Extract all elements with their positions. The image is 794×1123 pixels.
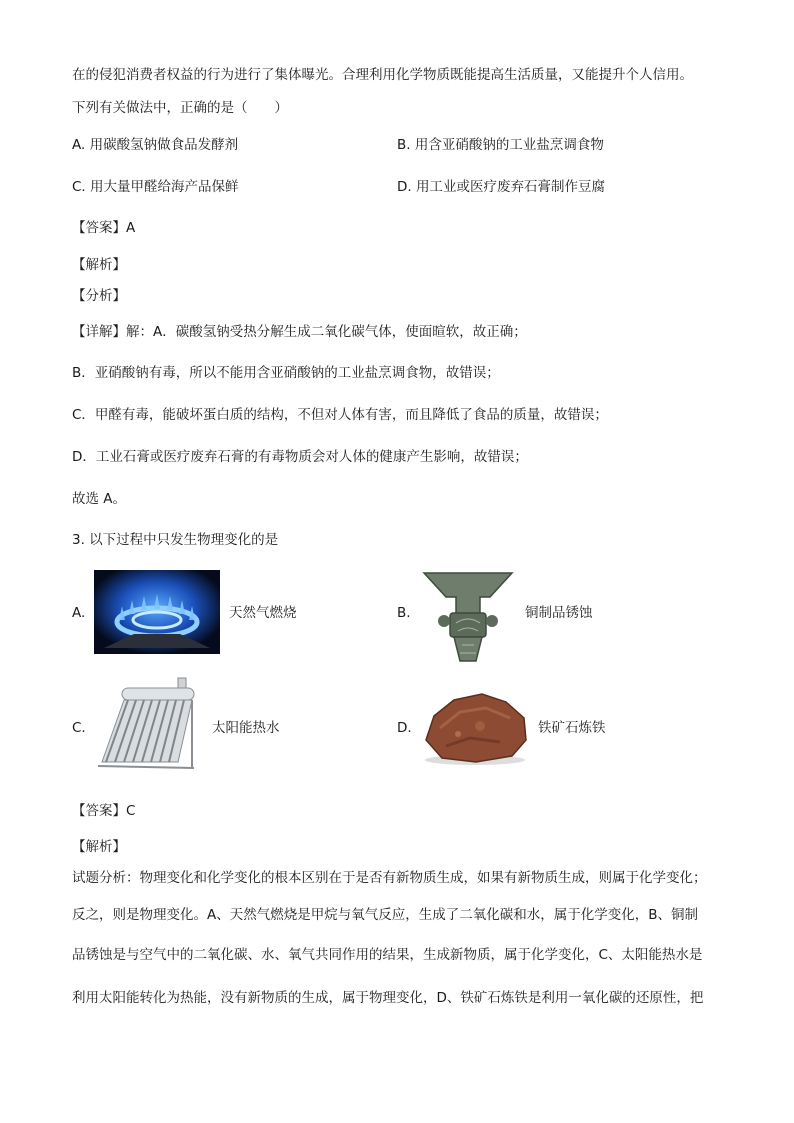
q3-analysis-line-2: 反之，则是物理变化。A、天然气燃烧是甲烷与氧气反应，生成了二氧化碳和水，属于化学变化，B、铜制: [72, 907, 698, 923]
q2-detail-1: 【详解】解：A．碳酸氢钠受热分解生成二氧化碳气体，使面暄软，故正确；: [72, 324, 527, 340]
iron-ore-image: [420, 688, 530, 766]
q2-answer: 【答案】A: [72, 220, 136, 236]
q3-answer: 【答案】C: [72, 803, 136, 819]
intro-line-1: 在的侵犯消费者权益的行为进行了集体曝光。合理利用化学物质既能提高生活质量，又能提升个人信用。: [72, 67, 693, 83]
q3-option-b-caption: 铜制品锈蚀: [525, 605, 593, 621]
q3-option-a-letter: A.: [72, 605, 86, 621]
q3-option-c-caption: 太阳能热水: [212, 720, 280, 736]
intro-line-2: 下列有关做法中，正确的是（ ）: [72, 100, 288, 116]
q3-option-b-letter: B.: [397, 605, 411, 621]
q3-option-d-letter: D.: [397, 720, 412, 736]
q2-option-d: D. 用工业或医疗废弃石膏制作豆腐: [397, 179, 605, 195]
q2-jiexi-heading: 【解析】: [72, 257, 126, 273]
q3-option-d-caption: 铁矿石炼铁: [538, 720, 606, 736]
q3-option-c-letter: C.: [72, 720, 86, 736]
q2-option-c: C. 用大量甲醛给海产品保鲜: [72, 179, 239, 195]
q2-option-b: B. 用含亚硝酸钠的工业盐烹调食物: [397, 137, 604, 153]
solar-water-heater-image: [94, 676, 204, 772]
q3-analysis-line-1: 试题分析：物理变化和化学变化的根本区别在于是否有新物质生成，如果有新物质生成，则属于化学变化；: [72, 870, 707, 886]
q3-jiexi-heading: 【解析】: [72, 839, 126, 855]
q2-detail-2: B．亚硝酸钠有毒，所以不能用含亚硝酸钠的工业盐烹调食物，故错误；: [72, 365, 500, 381]
q2-detail-4: D．工业石膏或医疗废弃石膏的有毒物质会对人体的健康产生影响，故错误；: [72, 449, 528, 465]
q3-analysis-line-3: 品锈蚀是与空气中的二氧化碳、水、氧气共同作用的结果，生成新物质，属于化学变化，C、太阳能热水是: [72, 947, 703, 963]
q3-option-a-caption: 天然气燃烧: [229, 605, 297, 621]
gas-flame-image: [94, 570, 220, 654]
q3-analysis-line-4: 利用太阳能转化为热能，没有新物质的生成，属于物理变化，D、铁矿石炼铁是利用一氧化碳的还原性，把: [72, 990, 704, 1006]
q3-stem: 3. 以下过程中只发生物理变化的是: [72, 532, 279, 548]
bronze-vessel-image: [420, 567, 516, 663]
q2-conclusion: 故选 A。: [72, 491, 127, 507]
q2-detail-3: C．甲醛有毒，能破坏蛋白质的结构，不但对人体有害，而且降低了食品的质量，故错误；: [72, 407, 608, 423]
q2-fenxi-heading: 【分析】: [72, 288, 126, 304]
q2-option-a: A. 用碳酸氢钠做食品发酵剂: [72, 137, 239, 153]
